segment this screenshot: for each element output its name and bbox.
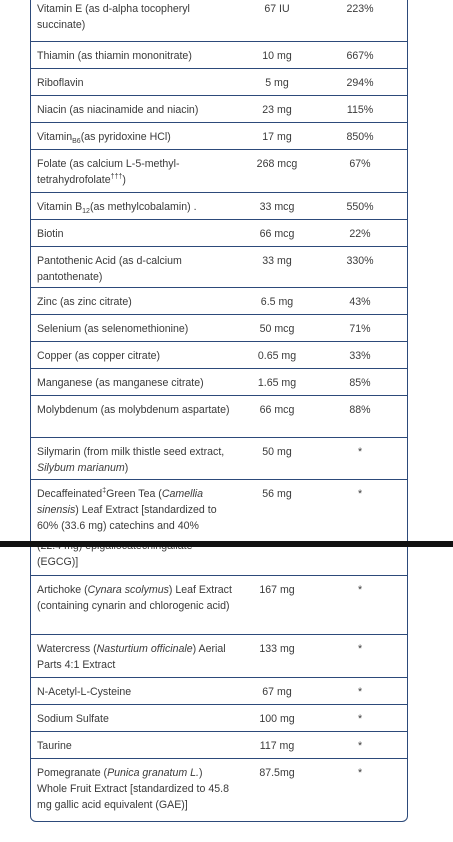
nutrient-name: Folate (as calcium L-5-methyl-tetrahydrofolate†††) — [37, 158, 180, 186]
table-row — [31, 315, 407, 342]
amount-per-serving: 5 mg — [265, 77, 289, 89]
amount-per-serving: 66 mcg — [259, 404, 295, 416]
table-row — [31, 247, 407, 288]
percent-daily-value: 294% — [346, 77, 374, 89]
nutrient-name: Selenium (as selenomethionine) — [37, 323, 189, 335]
table-row — [31, 288, 407, 315]
nutrient-name: Decaffeinated‡Green Tea (Camellia sinensis) Leaf Extract [standardized to 60% (33.6 mg) catechins and 40% — [37, 487, 217, 532]
percent-daily-value: 88% — [349, 404, 371, 416]
table-row — [31, 123, 407, 150]
amount-per-serving: 17 mg — [262, 131, 292, 143]
table-row — [31, 42, 407, 69]
nutrient-name: Molybdenum (as molybdenum aspartate) — [37, 404, 230, 416]
percent-daily-value: * — [357, 446, 363, 458]
nutrient-name: N-Acetyl-L-Cysteine — [37, 686, 132, 698]
amount-per-serving: 117 mg — [259, 740, 295, 752]
percent-daily-value: 22% — [349, 228, 371, 240]
table-row — [31, 69, 407, 96]
nutrient-name: Sodium Sulfate — [37, 713, 109, 725]
amount-per-serving: 1.65 mg — [257, 377, 297, 389]
table-row — [31, 480, 407, 576]
percent-daily-value: * — [357, 767, 363, 779]
percent-daily-value: 550% — [346, 201, 374, 213]
table-row — [31, 396, 407, 438]
amount-per-serving: 0.65 mg — [257, 350, 297, 362]
amount-per-serving: 10 mg — [262, 50, 292, 62]
percent-daily-value: 330% — [346, 255, 374, 267]
amount-per-serving: 133 mg — [259, 643, 295, 655]
percent-daily-value: 667% — [346, 50, 374, 62]
percent-daily-value: 71% — [349, 323, 371, 335]
percent-daily-value: * — [357, 686, 363, 698]
table-row — [31, 220, 407, 247]
nutrient-name-continued: (EGCG)] — [37, 556, 79, 568]
percent-daily-value: 43% — [349, 296, 371, 308]
nutrient-name: Vitamin $B_{12}(as$ methylcobalamin) . — [37, 201, 197, 216]
percent-daily-value: 33% — [349, 350, 371, 362]
nutrient-name: Copper (as copper citrate) — [37, 350, 161, 362]
percent-daily-value: 223% — [346, 3, 374, 15]
table-row — [31, 369, 407, 396]
amount-per-serving: 6.5 mg — [260, 296, 294, 308]
table-row — [31, 438, 407, 480]
percent-daily-value: 67% — [349, 158, 371, 170]
percent-daily-value: * — [357, 643, 363, 655]
table-row — [31, 193, 407, 220]
amount-per-serving: 33 mg — [262, 255, 292, 267]
nutrient-name: Taurine — [37, 740, 72, 752]
nutrient-name: Riboflavin — [37, 77, 84, 89]
amount-per-serving: 33 mcg — [259, 201, 295, 213]
percent-daily-value: * — [357, 713, 363, 725]
amount-per-serving: 67 mg — [262, 686, 292, 698]
percent-daily-value: 850% — [346, 131, 374, 143]
amount-per-serving: 66 mcg — [259, 228, 295, 240]
nutrient-name: Vitamin$_{B6}$(as pyridoxine HCl) — [37, 131, 171, 146]
amount-per-serving: 100 mg — [259, 713, 295, 725]
percent-daily-value: * — [357, 584, 363, 596]
nutrient-name: Zinc (as zinc citrate) — [37, 296, 132, 308]
percent-daily-value: * — [357, 740, 363, 752]
amount-per-serving: 50 mcg — [259, 323, 295, 335]
percent-daily-value: 115% — [346, 104, 374, 116]
supplement-facts-table — [30, 0, 408, 822]
nutrient-name: Watercress (Nasturtium officinale) Aerial Parts 4:1 Extract — [37, 643, 226, 671]
nutrient-name: Manganese (as manganese citrate) — [37, 377, 204, 389]
percent-daily-value: 85% — [349, 377, 371, 389]
nutrient-name: Pantothenic Acid (as d-calcium pantothenate) — [37, 255, 182, 283]
table-row — [31, 705, 407, 732]
nutrient-name: Niacin (as niacinamide and niacin) — [37, 104, 199, 116]
amount-per-serving: 23 mg — [262, 104, 292, 116]
amount-per-serving: 56 mg — [262, 488, 292, 500]
table-row — [31, 732, 407, 759]
table-row — [31, 635, 407, 678]
amount-per-serving: 167 mg — [259, 584, 295, 596]
amount-per-serving: 50 mg — [262, 446, 292, 458]
nutrient-name: Biotin — [37, 228, 64, 240]
table-row — [31, 0, 407, 42]
amount-per-serving: 87.5mg — [259, 767, 295, 779]
table-row — [31, 342, 407, 369]
nutrient-name: Vitamin E (as d-alpha tocopheryl succinate) — [37, 3, 190, 31]
percent-daily-value: * — [357, 488, 363, 500]
nutrient-name: Thiamin (as thiamin mononitrate) — [37, 50, 192, 62]
table-row — [31, 759, 407, 822]
amount-per-serving: 268 mcg — [256, 158, 298, 170]
table-row — [31, 96, 407, 123]
nutrient-name: Silymarin (from milk thistle seed extract, Silybum marianum) — [37, 446, 225, 474]
amount-per-serving: 67 IU — [264, 3, 290, 15]
horizontal-divider — [0, 541, 453, 547]
nutrient-name: Artichoke (Cynara scolymus) Leaf Extract (containing cynarin and chlorogenic acid) — [37, 584, 232, 612]
table-row — [31, 678, 407, 705]
table-row — [31, 150, 407, 193]
nutrient-name: Pomegranate (Punica granatum L.) Whole Fruit Extract [standardized to 45.8 mg gallic acid equivalent (GAE)] — [37, 767, 229, 811]
table-row — [31, 576, 407, 635]
